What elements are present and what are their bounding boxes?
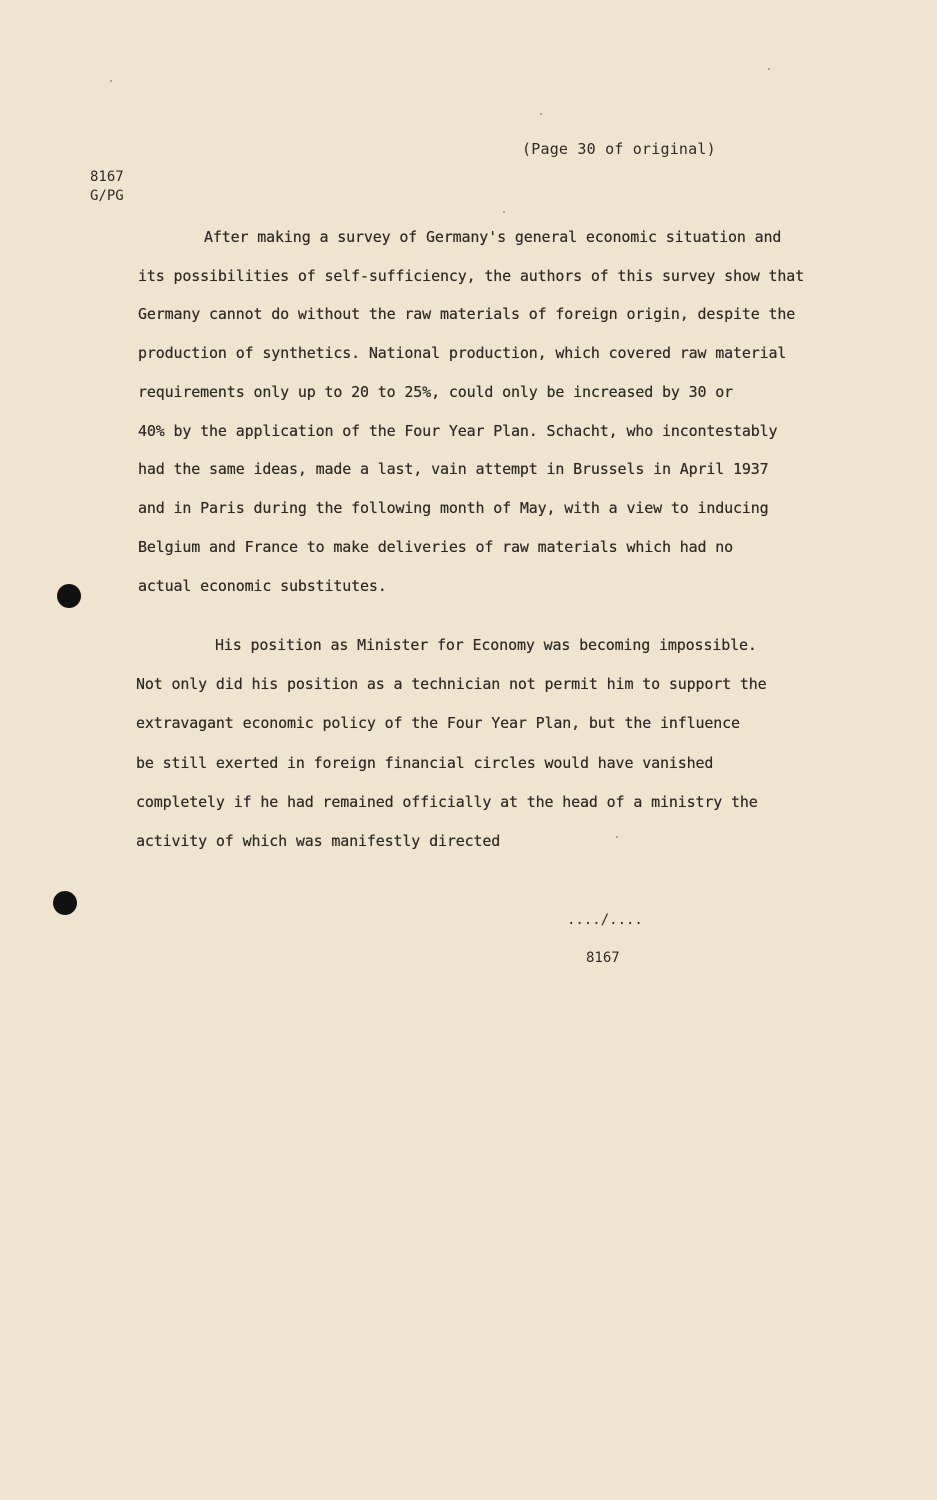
document-code: G/PG [90, 188, 124, 204]
paper-speck [540, 113, 542, 115]
paragraph-1-line-8: and in Paris during the following month of May, with a view to inducing [138, 499, 769, 517]
document-identifier [90, 168, 124, 206]
continuation-mark: ..../.... [567, 912, 643, 928]
paragraph-1-line-1: After making a survey of Germany's general economic situation and [204, 228, 782, 246]
paragraph-1-line-3: Germany cannot do without the raw materials of foreign origin, despite the [138, 305, 796, 323]
paragraph-2-line-5: completely if he had remained officially at the head of a ministry the [136, 793, 758, 811]
paper-speck [616, 836, 618, 838]
paragraph-1-line-4: production of synthetics. National production, which covered raw material [138, 344, 787, 362]
punch-hole-lower [53, 891, 77, 915]
paragraph-2-line-4: be still exerted in foreign financial circles would have vanished [136, 754, 714, 772]
punch-hole-upper [57, 584, 81, 608]
paper-speck [110, 80, 112, 82]
footer-number: 8167 [586, 950, 620, 966]
paragraph-2-line-6: activity of which was manifestly directed [136, 832, 501, 850]
document-number: 8167 [90, 169, 124, 185]
paragraph-2-line-3: extravagant economic policy of the Four Year Plan, but the influence [136, 714, 740, 732]
paragraph-1-line-9: Belgium and France to make deliveries of raw materials which had no [138, 538, 734, 556]
paragraph-1-line-6: 40% by the application of the Four Year Plan. Schacht, who incontestably [138, 422, 778, 440]
paragraph-1-line-5: requirements only up to 20 to 25%, could only be increased by 30 or [138, 383, 734, 401]
paper-speck [503, 211, 505, 213]
page-note: (Page 30 of original) [522, 140, 716, 158]
paragraph-1-line-10: actual economic substitutes. [138, 577, 387, 595]
paper-speck [768, 68, 770, 70]
paragraph-1-line-2: its possibilities of self-sufficiency, the authors of this survey show that [138, 267, 805, 285]
paragraph-2-line-2: Not only did his position as a technician not permit him to support the [136, 675, 767, 693]
paragraph-1-line-7: had the same ideas, made a last, vain attempt in Brussels in April 1937 [138, 460, 769, 478]
paragraph-2-line-1: His position as Minister for Economy was becoming impossible. [215, 636, 757, 654]
